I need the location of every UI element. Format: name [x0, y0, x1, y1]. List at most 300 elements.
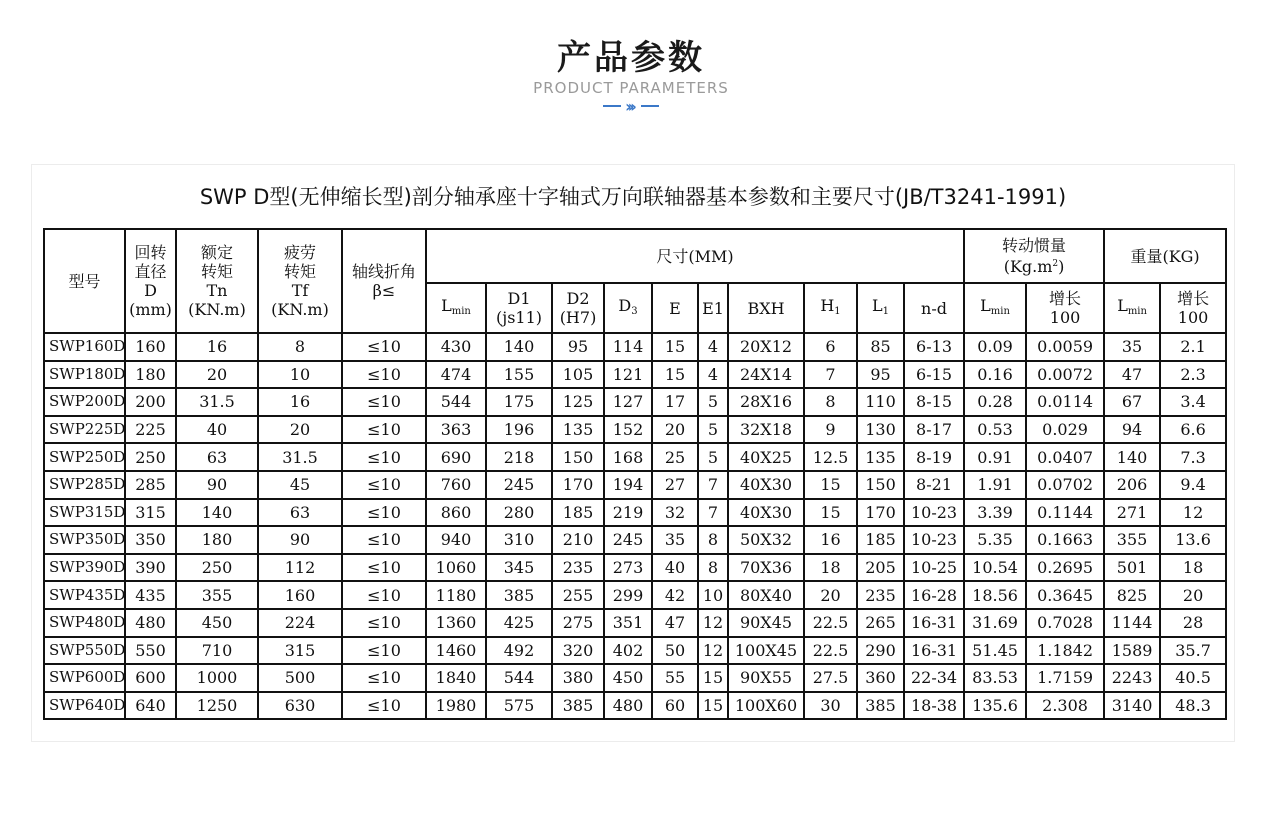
cell-weight-growth: 13.6: [1160, 526, 1226, 554]
header-dim-d3: $D_3$: [604, 283, 652, 333]
header-dim-d1: D1 (js11): [486, 283, 552, 333]
cell-dim-lmin: 1460: [426, 637, 486, 665]
cell-axis-angle: ≤10: [342, 333, 426, 361]
spec-panel: [31, 164, 1235, 742]
cell-weight-growth: 20: [1160, 581, 1226, 609]
cell-rotation-diameter: 250: [125, 443, 176, 471]
cell-dim-h1: 7: [804, 361, 857, 389]
cell-dim-d1: 425: [486, 609, 552, 637]
cell-inertia-growth: 1.7159: [1026, 664, 1104, 692]
cell-inertia-growth: 0.1144: [1026, 499, 1104, 527]
cell-axis-angle: ≤10: [342, 499, 426, 527]
cell-dim-bxh: 70X36: [728, 554, 804, 582]
cell-weight-lmin: 1589: [1104, 637, 1160, 665]
cell-dim-d3: 121: [604, 361, 652, 389]
table-row: [44, 416, 1226, 444]
cell-inertia-lmin: 51.45: [964, 637, 1026, 665]
cell-weight-lmin: 271: [1104, 499, 1160, 527]
cell-model: SWP600D: [44, 664, 125, 692]
cell-weight-lmin: 2243: [1104, 664, 1160, 692]
cell-rated-torque: 710: [176, 637, 258, 665]
cell-inertia-lmin: 0.16: [964, 361, 1026, 389]
cell-dim-e1: 8: [698, 554, 728, 582]
cell-inertia-lmin: 83.53: [964, 664, 1026, 692]
cell-dim-l1: 85: [857, 333, 904, 361]
cell-dim-e1: 7: [698, 471, 728, 499]
header-row-1: [44, 229, 1226, 283]
cell-dim-l1: 135: [857, 443, 904, 471]
cell-fatigue-torque: 8: [258, 333, 342, 361]
cell-dim-e1: 15: [698, 664, 728, 692]
cell-dim-h1: 9: [804, 416, 857, 444]
cell-dim-d2: 235: [552, 554, 604, 582]
cell-rated-torque: 90: [176, 471, 258, 499]
cell-dim-e1: 5: [698, 388, 728, 416]
cell-fatigue-torque: 45: [258, 471, 342, 499]
cell-dim-e1: 15: [698, 692, 728, 720]
cell-inertia-growth: 0.1663: [1026, 526, 1104, 554]
cell-dim-h1: 12.5: [804, 443, 857, 471]
cell-dim-nd: 8-21: [904, 471, 964, 499]
cell-rated-torque: 20: [176, 361, 258, 389]
cell-dim-e: 25: [652, 443, 698, 471]
cell-rotation-diameter: 200: [125, 388, 176, 416]
cell-dim-l1: 150: [857, 471, 904, 499]
cell-inertia-lmin: 0.28: [964, 388, 1026, 416]
cell-rated-torque: 1000: [176, 664, 258, 692]
cell-dim-lmin: 544: [426, 388, 486, 416]
cell-inertia-growth: 0.3645: [1026, 581, 1104, 609]
cell-rated-torque: 140: [176, 499, 258, 527]
cell-axis-angle: ≤10: [342, 637, 426, 665]
cell-dim-d1: 245: [486, 471, 552, 499]
cell-dim-bxh: 100X45: [728, 637, 804, 665]
cell-dim-d3: 273: [604, 554, 652, 582]
cell-model: SWP315D: [44, 499, 125, 527]
table-row: [44, 388, 1226, 416]
cell-fatigue-torque: 31.5: [258, 443, 342, 471]
header-inertia-lmin: $L_{min}$: [964, 283, 1026, 333]
cell-dim-d2: 275: [552, 609, 604, 637]
table-row: [44, 443, 1226, 471]
cell-dim-d1: 492: [486, 637, 552, 665]
cell-fatigue-torque: 90: [258, 526, 342, 554]
cell-weight-growth: 28: [1160, 609, 1226, 637]
cell-dim-h1: 15: [804, 499, 857, 527]
cell-dim-l1: 360: [857, 664, 904, 692]
cell-dim-nd: 16-28: [904, 581, 964, 609]
cell-dim-d3: 299: [604, 581, 652, 609]
cell-dim-bxh: 50X32: [728, 526, 804, 554]
cell-axis-angle: ≤10: [342, 443, 426, 471]
cell-dim-e: 17: [652, 388, 698, 416]
cell-weight-growth: 35.7: [1160, 637, 1226, 665]
cell-fatigue-torque: 630: [258, 692, 342, 720]
table-row: [44, 554, 1226, 582]
cell-rotation-diameter: 600: [125, 664, 176, 692]
cell-inertia-lmin: 3.39: [964, 499, 1026, 527]
cell-inertia-lmin: 1.91: [964, 471, 1026, 499]
cell-dim-e: 40: [652, 554, 698, 582]
header-weight-lmin: $L_{min}$: [1104, 283, 1160, 333]
spec-table: [43, 228, 1227, 720]
cell-dim-e: 50: [652, 637, 698, 665]
cell-dim-d2: 125: [552, 388, 604, 416]
cell-dim-lmin: 1180: [426, 581, 486, 609]
cell-dim-l1: 235: [857, 581, 904, 609]
cell-dim-nd: 10-23: [904, 499, 964, 527]
cell-fatigue-torque: 112: [258, 554, 342, 582]
cell-dim-d3: 402: [604, 637, 652, 665]
spec-table-body: [44, 333, 1226, 719]
cell-model: SWP225D: [44, 416, 125, 444]
cell-weight-growth: 2.3: [1160, 361, 1226, 389]
table-row: [44, 637, 1226, 665]
cell-dim-l1: 205: [857, 554, 904, 582]
cell-axis-angle: ≤10: [342, 388, 426, 416]
header-dim-e: E: [652, 283, 698, 333]
cell-dim-bxh: 40X25: [728, 443, 804, 471]
cell-dim-h1: 8: [804, 388, 857, 416]
cell-inertia-lmin: 10.54: [964, 554, 1026, 582]
cell-rotation-diameter: 225: [125, 416, 176, 444]
cell-rated-torque: 31.5: [176, 388, 258, 416]
cell-dim-bxh: 20X12: [728, 333, 804, 361]
table-row: [44, 526, 1226, 554]
cell-rated-torque: 355: [176, 581, 258, 609]
cell-dim-d2: 255: [552, 581, 604, 609]
cell-dim-e1: 7: [698, 499, 728, 527]
cell-dim-e: 47: [652, 609, 698, 637]
cell-rotation-diameter: 180: [125, 361, 176, 389]
cell-model: SWP480D: [44, 609, 125, 637]
table-row: [44, 499, 1226, 527]
table-row: [44, 609, 1226, 637]
cell-dim-bxh: 90X55: [728, 664, 804, 692]
cell-rated-torque: 63: [176, 443, 258, 471]
cell-axis-angle: ≤10: [342, 692, 426, 720]
cell-rotation-diameter: 315: [125, 499, 176, 527]
double-chevron-right-icon: ›››: [625, 96, 633, 116]
header-inertia-growth: 增长 100: [1026, 283, 1104, 333]
cell-dim-d1: 175: [486, 388, 552, 416]
cell-inertia-lmin: 18.56: [964, 581, 1026, 609]
cell-dim-nd: 6-15: [904, 361, 964, 389]
cell-dim-bxh: 90X45: [728, 609, 804, 637]
cell-dim-e: 27: [652, 471, 698, 499]
cell-dim-l1: 95: [857, 361, 904, 389]
cell-dim-nd: 6-13: [904, 333, 964, 361]
cell-dim-nd: 8-17: [904, 416, 964, 444]
cell-dim-nd: 8-15: [904, 388, 964, 416]
cell-dim-nd: 18-38: [904, 692, 964, 720]
cell-dim-l1: 130: [857, 416, 904, 444]
cell-axis-angle: ≤10: [342, 554, 426, 582]
cell-dim-e: 15: [652, 361, 698, 389]
cell-model: SWP180D: [44, 361, 125, 389]
cell-axis-angle: ≤10: [342, 526, 426, 554]
cell-dim-d3: 114: [604, 333, 652, 361]
header-fatigue-torque: 疲劳 转矩 Tf (KN.m): [258, 229, 342, 333]
cell-inertia-growth: 0.0702: [1026, 471, 1104, 499]
divider-line-right: [641, 105, 659, 107]
cell-weight-lmin: 67: [1104, 388, 1160, 416]
cell-inertia-growth: 0.0407: [1026, 443, 1104, 471]
cell-dim-bxh: 24X14: [728, 361, 804, 389]
cell-weight-lmin: 825: [1104, 581, 1160, 609]
cell-dim-d2: 380: [552, 664, 604, 692]
cell-fatigue-torque: 315: [258, 637, 342, 665]
table-row: [44, 333, 1226, 361]
cell-dim-l1: 385: [857, 692, 904, 720]
cell-inertia-growth: 0.0072: [1026, 361, 1104, 389]
cell-dim-e1: 5: [698, 416, 728, 444]
cell-dim-bxh: 40X30: [728, 471, 804, 499]
cell-weight-lmin: 94: [1104, 416, 1160, 444]
table-row: [44, 664, 1226, 692]
title-divider: [0, 96, 1262, 116]
cell-dim-e1: 12: [698, 609, 728, 637]
cell-rated-torque: 450: [176, 609, 258, 637]
cell-dim-h1: 20: [804, 581, 857, 609]
cell-dim-lmin: 690: [426, 443, 486, 471]
cell-dim-h1: 16: [804, 526, 857, 554]
cell-dim-e1: 8: [698, 526, 728, 554]
cell-dim-d3: 152: [604, 416, 652, 444]
cell-dim-d1: 140: [486, 333, 552, 361]
cell-dim-l1: 110: [857, 388, 904, 416]
header-dim-e1: E1: [698, 283, 728, 333]
cell-rated-torque: 40: [176, 416, 258, 444]
cell-weight-growth: 7.3: [1160, 443, 1226, 471]
cell-weight-lmin: 35: [1104, 333, 1160, 361]
cell-dim-lmin: 363: [426, 416, 486, 444]
page-title: 产品参数: [557, 38, 705, 78]
cell-rotation-diameter: 550: [125, 637, 176, 665]
cell-weight-growth: 3.4: [1160, 388, 1226, 416]
cell-weight-growth: 18: [1160, 554, 1226, 582]
cell-model: SWP200D: [44, 388, 125, 416]
header-dim-d2: D2 (H7): [552, 283, 604, 333]
cell-model: SWP435D: [44, 581, 125, 609]
cell-dim-d2: 105: [552, 361, 604, 389]
table-row: [44, 692, 1226, 720]
table-caption: SWP D型(无伸缩长型)剖分轴承座十字轴式万向联轴器基本参数和主要尺寸(JB/T3241-1991): [199, 185, 1067, 209]
cell-dim-h1: 6: [804, 333, 857, 361]
cell-dim-e1: 10: [698, 581, 728, 609]
cell-dim-d1: 196: [486, 416, 552, 444]
cell-model: SWP160D: [44, 333, 125, 361]
cell-inertia-growth: 2.308: [1026, 692, 1104, 720]
cell-inertia-lmin: 135.6: [964, 692, 1026, 720]
cell-weight-lmin: 47: [1104, 361, 1160, 389]
cell-inertia-growth: 0.7028: [1026, 609, 1104, 637]
cell-dim-h1: 30: [804, 692, 857, 720]
cell-dim-l1: 185: [857, 526, 904, 554]
cell-axis-angle: ≤10: [342, 664, 426, 692]
cell-axis-angle: ≤10: [342, 581, 426, 609]
cell-dim-lmin: 940: [426, 526, 486, 554]
cell-dim-d3: 194: [604, 471, 652, 499]
header-dim-bxh: BXH: [728, 283, 804, 333]
table-row: [44, 581, 1226, 609]
cell-axis-angle: ≤10: [342, 609, 426, 637]
cell-dim-d2: 185: [552, 499, 604, 527]
cell-dim-e: 15: [652, 333, 698, 361]
cell-dim-lmin: 430: [426, 333, 486, 361]
cell-dim-d2: 135: [552, 416, 604, 444]
cell-rated-torque: 180: [176, 526, 258, 554]
cell-weight-growth: 9.4: [1160, 471, 1226, 499]
cell-dim-e: 60: [652, 692, 698, 720]
cell-dim-d2: 150: [552, 443, 604, 471]
cell-dim-d1: 575: [486, 692, 552, 720]
cell-dim-d1: 155: [486, 361, 552, 389]
cell-weight-growth: 12: [1160, 499, 1226, 527]
cell-dim-h1: 27.5: [804, 664, 857, 692]
cell-dim-nd: 10-25: [904, 554, 964, 582]
cell-rotation-diameter: 480: [125, 609, 176, 637]
cell-dim-h1: 22.5: [804, 637, 857, 665]
cell-dim-d1: 385: [486, 581, 552, 609]
cell-dim-d3: 168: [604, 443, 652, 471]
cell-fatigue-torque: 224: [258, 609, 342, 637]
cell-dim-d3: 351: [604, 609, 652, 637]
page-subtitle: PRODUCT PARAMETERS: [533, 79, 729, 97]
cell-dim-e: 20: [652, 416, 698, 444]
cell-fatigue-torque: 160: [258, 581, 342, 609]
cell-dim-lmin: 1360: [426, 609, 486, 637]
header-dim-lmin: $L_{min}$: [426, 283, 486, 333]
cell-dim-d1: 280: [486, 499, 552, 527]
cell-model: SWP285D: [44, 471, 125, 499]
cell-weight-lmin: 501: [1104, 554, 1160, 582]
cell-dim-bxh: 28X16: [728, 388, 804, 416]
cell-dim-d3: 219: [604, 499, 652, 527]
cell-inertia-lmin: 31.69: [964, 609, 1026, 637]
cell-dim-d3: 127: [604, 388, 652, 416]
cell-dim-d2: 385: [552, 692, 604, 720]
cell-dim-nd: 16-31: [904, 637, 964, 665]
table-row: [44, 471, 1226, 499]
cell-dim-e: 35: [652, 526, 698, 554]
cell-dim-d3: 245: [604, 526, 652, 554]
cell-inertia-growth: 0.0059: [1026, 333, 1104, 361]
cell-dim-lmin: 1060: [426, 554, 486, 582]
cell-weight-lmin: 206: [1104, 471, 1160, 499]
cell-dim-e1: 5: [698, 443, 728, 471]
cell-rated-torque: 250: [176, 554, 258, 582]
cell-dim-e1: 12: [698, 637, 728, 665]
header-weight-growth: 增长 100: [1160, 283, 1226, 333]
cell-dim-lmin: 760: [426, 471, 486, 499]
cell-dim-e: 55: [652, 664, 698, 692]
cell-inertia-growth: 1.1842: [1026, 637, 1104, 665]
header-rotation-diameter: 回转 直径 D (mm): [125, 229, 176, 333]
cell-dim-l1: 265: [857, 609, 904, 637]
cell-dim-d3: 450: [604, 664, 652, 692]
cell-inertia-growth: 0.029: [1026, 416, 1104, 444]
cell-dim-e1: 4: [698, 333, 728, 361]
cell-dim-d3: 480: [604, 692, 652, 720]
cell-dim-h1: 22.5: [804, 609, 857, 637]
cell-dim-h1: 15: [804, 471, 857, 499]
cell-dim-lmin: 1980: [426, 692, 486, 720]
cell-dim-nd: 22-34: [904, 664, 964, 692]
cell-dim-d2: 95: [552, 333, 604, 361]
header-dim-h1: $H_1$: [804, 283, 857, 333]
cell-inertia-lmin: 0.53: [964, 416, 1026, 444]
cell-weight-growth: 6.6: [1160, 416, 1226, 444]
cell-dim-e1: 4: [698, 361, 728, 389]
cell-weight-lmin: 3140: [1104, 692, 1160, 720]
cell-dim-lmin: 860: [426, 499, 486, 527]
cell-rotation-diameter: 285: [125, 471, 176, 499]
cell-dim-bxh: 40X30: [728, 499, 804, 527]
cell-rotation-diameter: 350: [125, 526, 176, 554]
header-inertia-group: 转动惯量 $(Kg.m^2)$: [964, 229, 1104, 283]
header-rated-torque: 额定 转矩 Tn (KN.m): [176, 229, 258, 333]
cell-model: SWP250D: [44, 443, 125, 471]
cell-dim-d1: 218: [486, 443, 552, 471]
cell-rated-torque: 16: [176, 333, 258, 361]
cell-dim-h1: 18: [804, 554, 857, 582]
cell-rated-torque: 1250: [176, 692, 258, 720]
cell-rotation-diameter: 390: [125, 554, 176, 582]
header-dim-nd: n-d: [904, 283, 964, 333]
cell-weight-growth: 40.5: [1160, 664, 1226, 692]
cell-dim-bxh: 32X18: [728, 416, 804, 444]
divider-line-left: [603, 105, 621, 107]
cell-fatigue-torque: 500: [258, 664, 342, 692]
cell-dim-bxh: 80X40: [728, 581, 804, 609]
cell-weight-lmin: 140: [1104, 443, 1160, 471]
cell-model: SWP350D: [44, 526, 125, 554]
cell-dim-d1: 345: [486, 554, 552, 582]
cell-weight-growth: 2.1: [1160, 333, 1226, 361]
cell-inertia-lmin: 0.91: [964, 443, 1026, 471]
cell-dim-d1: 310: [486, 526, 552, 554]
cell-model: SWP640D: [44, 692, 125, 720]
cell-fatigue-torque: 63: [258, 499, 342, 527]
cell-inertia-lmin: 5.35: [964, 526, 1026, 554]
cell-dim-lmin: 474: [426, 361, 486, 389]
cell-axis-angle: ≤10: [342, 471, 426, 499]
cell-dim-bxh: 100X60: [728, 692, 804, 720]
cell-dim-e: 32: [652, 499, 698, 527]
cell-dim-nd: 16-31: [904, 609, 964, 637]
cell-fatigue-torque: 20: [258, 416, 342, 444]
cell-inertia-growth: 0.0114: [1026, 388, 1104, 416]
cell-dim-nd: 8-19: [904, 443, 964, 471]
cell-dim-e: 42: [652, 581, 698, 609]
header-axis-angle: 轴线折角 β≤: [342, 229, 426, 333]
cell-model: SWP550D: [44, 637, 125, 665]
cell-rotation-diameter: 640: [125, 692, 176, 720]
cell-dim-d2: 170: [552, 471, 604, 499]
cell-dim-l1: 290: [857, 637, 904, 665]
cell-dim-lmin: 1840: [426, 664, 486, 692]
cell-dim-d2: 210: [552, 526, 604, 554]
cell-dim-d2: 320: [552, 637, 604, 665]
cell-rotation-diameter: 435: [125, 581, 176, 609]
cell-fatigue-torque: 10: [258, 361, 342, 389]
header-model: 型号: [44, 229, 125, 333]
cell-dim-d1: 544: [486, 664, 552, 692]
header-weight-group: 重量(KG): [1104, 229, 1226, 283]
cell-model: SWP390D: [44, 554, 125, 582]
cell-weight-lmin: 1144: [1104, 609, 1160, 637]
